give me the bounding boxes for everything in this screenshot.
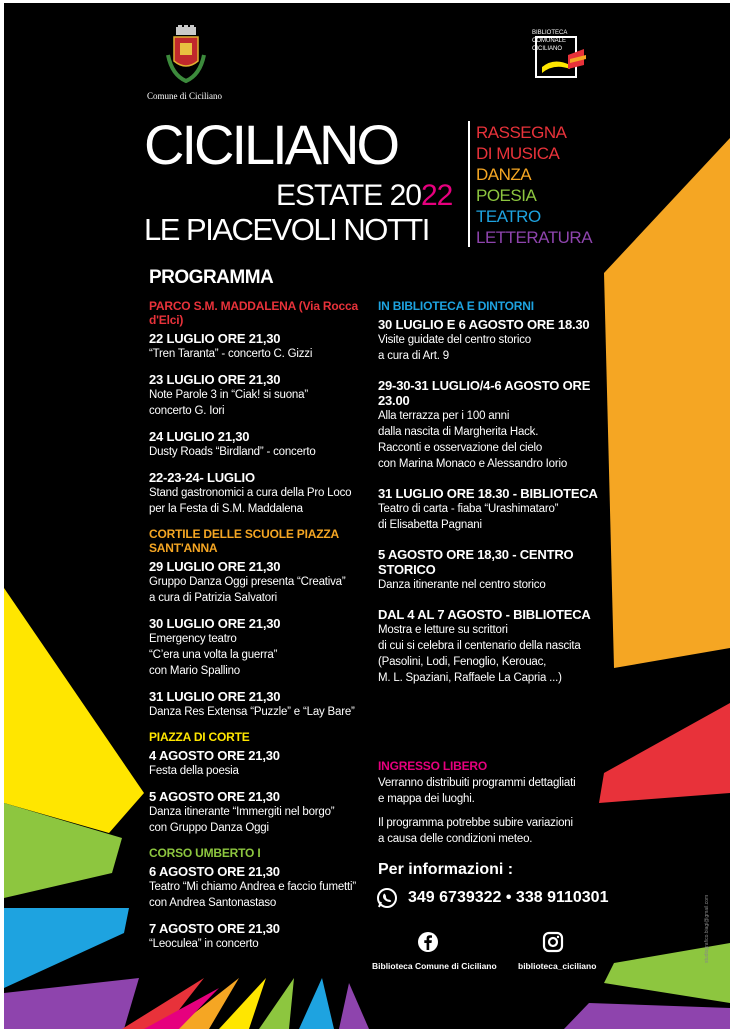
title-estate-year: 22 [420,179,453,212]
entry-description: Note Parole 3 in “Ciak! si suona” [149,389,308,401]
entry-description: Alla terrazza per i 100 anni [378,410,510,422]
entry-description: concerto G. Iori [149,405,225,417]
section-title: CORSO UMBERTO I [149,846,261,860]
section-title: CORTILE DELLE SCUOLE PIAZZA SANT'ANNA [149,527,339,555]
fan-blue [299,978,334,1029]
ingresso-text-1 [378,775,608,807]
facebook-icon[interactable] [417,931,439,953]
entry-date: 29-30-31 LUGLIO/4-6 AGOSTO ORE 23.00 [378,378,591,408]
entry-description: con Andrea Santonastaso [149,897,277,909]
right-red-wedge [599,703,730,803]
entry-date: 5 AGOSTO ORE 21,30 [149,789,280,804]
whatsapp-icon [376,887,398,909]
program-entry [378,317,608,364]
entry-description: Stand gastronomici a cura della Pro Loco [149,487,352,499]
right-orange-wedge [604,138,730,668]
program-entry [378,547,608,593]
program-entry [149,470,381,517]
fan-green [259,978,294,1029]
entry-date: 30 LUGLIO E 6 AGOSTO ORE 18.30 [378,317,590,332]
crest-icon [164,25,208,87]
right-program-column [378,299,608,700]
entry-description: di Elisabetta Pagnani [378,519,482,531]
entry-description: Festa della poesia [149,765,239,777]
entry-date: 30 LUGLIO ORE 21,30 [149,616,281,631]
instagram-label[interactable]: biblioteca_ciciliano [518,961,597,971]
entry-description: “C’era una volta la guerra” [149,649,278,661]
entry-description: dalla nascita di Margherita Hack. [378,426,539,438]
entry-description: con Marina Monaco e Alessandro Iorio [378,458,568,470]
program-entry [378,486,608,533]
category-item: DANZA [476,165,532,184]
program-entry [149,429,381,460]
entry-description: M. L. Spaziani, Raffaele La Capria ...) [378,672,562,684]
program-entry [149,789,381,836]
program-entry [149,331,381,362]
fan-yellow [219,978,266,1029]
entry-description: per la Festa di S.M. Maddalena [149,503,303,515]
program-section [149,730,381,836]
instagram-icon[interactable] [542,931,564,953]
entry-description: Danza itinerante “Immergiti nel borgo” [149,806,335,818]
left-program-column [149,299,381,962]
entry-description: Emergency teatro [149,633,237,645]
entry-date: 23 LUGLIO ORE 21,30 [149,372,281,387]
poster [4,3,730,1029]
program-entry [149,748,381,779]
entry-description: Teatro di carta - fiaba “Urashimataro” [378,503,559,515]
program-entry [149,864,381,911]
title-estate [276,181,452,211]
entry-description: di cui si celebra il centenario della nascita [378,640,581,652]
municipality-crest [164,25,208,87]
ingresso-block [378,759,608,847]
side-credit: studiografico.biagi@gmail.com [704,894,710,963]
title-ciciliano: CICILIANO [144,113,398,176]
category-item: DI MUSICA [476,144,560,163]
section-title: PARCO S.M. MADDALENA (Via Rocca d'Elci) [149,299,358,327]
category-list [476,122,592,248]
entry-description: Racconti e osservazione del cielo [378,442,543,454]
ingresso-line: Verranno distribuiti programmi dettagliati [378,777,576,789]
program-section [149,846,381,952]
ingresso-line: a causa delle condizioni meteo. [378,833,533,845]
program-entry [378,378,608,472]
entry-description: Danza Res Extensa “Puzzle” e “Lay Bare” [149,706,355,718]
category-item: POESIA [476,186,537,205]
entry-description: Gruppo Danza Oggi presenta “Creativa” [149,576,346,588]
entry-description: con Mario Spallino [149,665,241,677]
title-piacevoli-notti: LE PIACEVOLI NOTTI [144,212,429,247]
right-purple-wedge [564,1003,730,1029]
ingresso-title: INGRESSO LIBERO [378,759,488,773]
entry-description: Teatro “Mi chiamo Andrea e faccio fumetti” [149,881,356,893]
entry-date: 31 LUGLIO ORE 21,30 [149,689,281,704]
section-title: PIAZZA DI CORTE [149,730,250,744]
category-item: LETTERATURA [476,228,593,247]
program-section [149,299,381,517]
ingresso-line: Il programma potrebbe subire variazioni [378,817,573,829]
left-blue-wedge [4,908,129,988]
entry-description: “Tren Taranta” - concerto C. Gizzi [149,348,313,360]
category-item: RASSEGNA [476,123,567,142]
entry-date: 22-23-24- LUGLIO [149,470,255,485]
category-item: TEATRO [476,207,541,226]
program-entry [149,372,381,419]
left-yellow-wedge [4,588,144,833]
program-entry [378,607,608,686]
entry-description: Visite guidate del centro storico [378,334,532,346]
phone-numbers[interactable]: 349 6739322 • 338 9110301 [408,889,609,906]
entry-date: DAL 4 AL 7 AGOSTO - BIBLIOTECA [378,607,591,622]
entry-description: Mostra e letture su scrittori [378,624,508,636]
right-green-wedge [604,943,730,1003]
entry-date: 29 LUGLIO ORE 21,30 [149,559,281,574]
entry-description: a cura di Patrizia Salvatori [149,592,277,604]
fan-purple [339,983,369,1029]
programma-heading: PROGRAMMA [149,267,274,288]
entry-date: 5 AGOSTO ORE 18,30 - CENTRO STORICO [378,547,574,577]
municipality-caption: Comune di Ciciliano [147,91,222,101]
entry-date: 6 AGOSTO ORE 21,30 [149,864,280,879]
entry-date: 4 AGOSTO ORE 21,30 [149,748,280,763]
entry-description: Dusty Roads “Birdland” - concerto [149,446,316,458]
entry-date: 31 LUGLIO ORE 18.30 - BIBLIOTECA [378,486,598,501]
title-estate-prefix: ESTATE 20 [276,179,421,212]
left-purple-wedge [4,978,139,1029]
entry-description: Danza itinerante nel centro storico [378,579,546,591]
entry-date: 24 LUGLIO 21,30 [149,429,250,444]
ingresso-text-2 [378,815,608,847]
library-logo-text: BIBLIOTECA COMUNALE CICILIANO [532,30,568,52]
contacts-title: Per informazioni : [378,861,514,878]
entry-date: 22 LUGLIO ORE 21,30 [149,331,281,346]
entry-description: a cura di Art. 9 [378,350,449,362]
entry-date: 7 AGOSTO ORE 21,30 [149,921,280,936]
section-title: IN BIBLIOTECA E DINTORNI [378,299,534,313]
facebook-label[interactable]: Biblioteca Comune di Ciciliano [372,961,497,971]
program-entry [149,689,381,720]
entry-description: “Leoculea” in concerto [149,938,259,950]
program-entry [149,616,381,679]
title-divider [468,121,470,247]
program-section [149,527,381,720]
program-entry [149,921,381,952]
ingresso-line: e mappa dei luoghi. [378,793,475,805]
program-entry [149,559,381,606]
entry-description: con Gruppo Danza Oggi [149,822,269,834]
entry-description: (Pasolini, Lodi, Fenoglio, Kerouac, [378,656,547,668]
